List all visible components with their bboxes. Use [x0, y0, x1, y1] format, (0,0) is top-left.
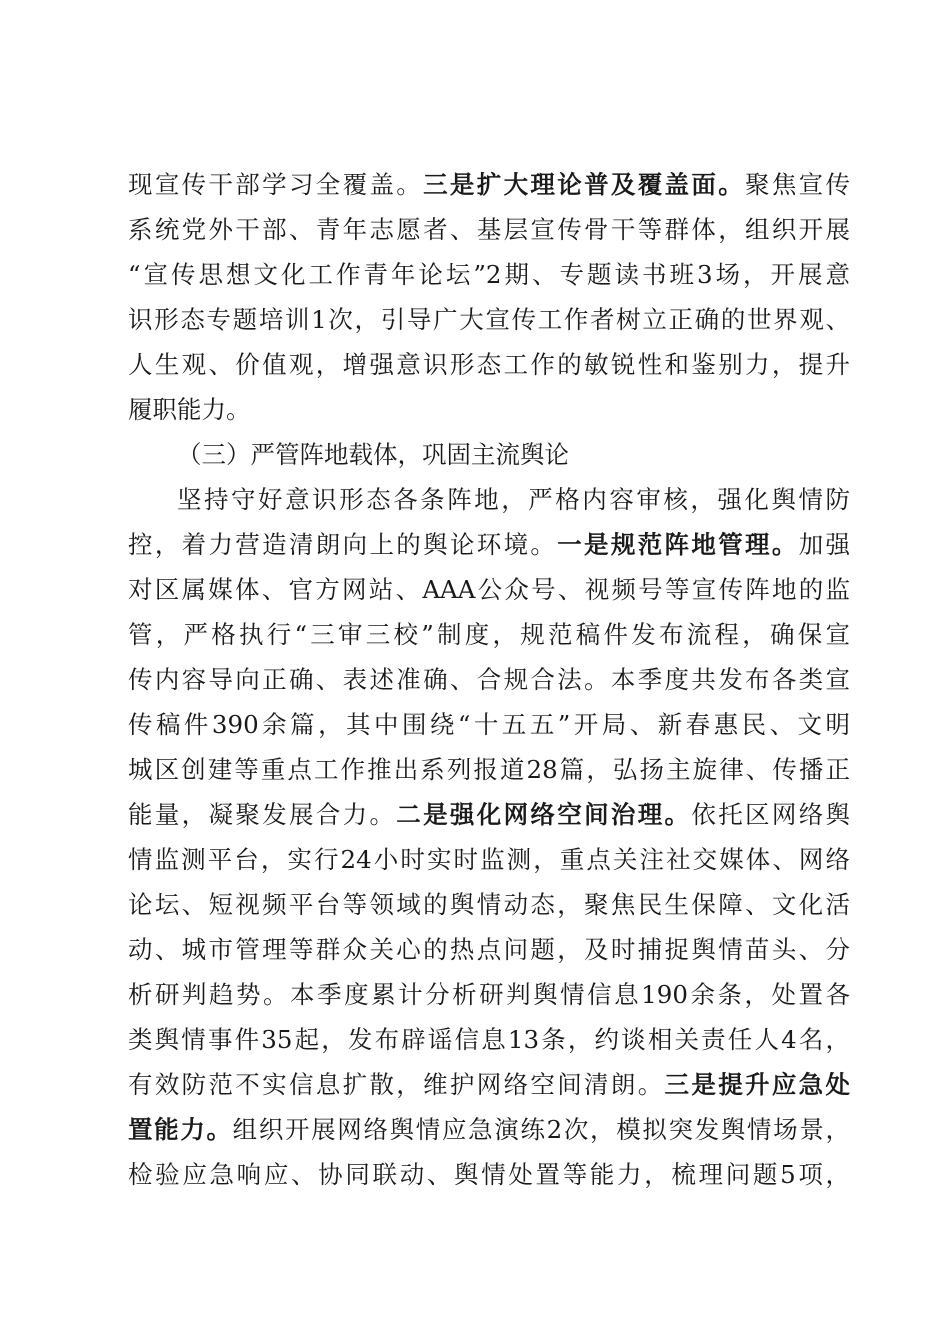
paragraph-line [128, 972, 850, 1017]
text-run: 管，严格执行“三审三校”制度，规范稿件发布流程，确保宣 [128, 620, 850, 649]
text-run: 现宣传干部学习全覆盖。 [128, 170, 424, 199]
paragraph-line [128, 297, 850, 342]
paragraph-line [128, 747, 850, 792]
paragraph-line [128, 207, 850, 252]
document-body [128, 162, 850, 1197]
paragraph-line [128, 477, 850, 522]
text-run: 人生观、价值观，增强意识形态工作的敏锐性和鉴别力，提升 [128, 350, 850, 379]
paragraph-line [128, 1062, 850, 1107]
paragraph-line [128, 1017, 850, 1062]
bold-phrase: 一是规范阵地管理。 [557, 530, 799, 559]
paragraph-line [128, 882, 850, 927]
bold-phrase: 三是扩大理论普及覆盖面。 [423, 170, 746, 199]
text-run: 组织开展网络舆情应急演练2次，模拟突发舆情场景， [232, 1115, 850, 1144]
text-run: 检验应急响应、协同联动、舆情处置等能力，梳理问题5项， [128, 1160, 850, 1189]
paragraph-line [128, 162, 850, 207]
text-run: 系统党外干部、青年志愿者、基层宣传骨干等群体，组织开展 [128, 215, 850, 244]
text-run: 城区创建等重点工作推出系列报道28篇，弘扬主旋律、传播正 [128, 755, 850, 784]
text-run: 论坛、短视频平台等领域的舆情动态，聚焦民生保障、文化活 [128, 890, 850, 919]
paragraph-line [128, 792, 850, 837]
text-run: 控，着力营造清朗向上的舆论环境。 [128, 530, 558, 559]
bold-phrase: 置能力。 [128, 1115, 233, 1144]
text-run: 能量，凝聚发展合力。 [128, 800, 397, 829]
paragraph-line [128, 1107, 850, 1152]
text-run: 有效防范不实信息扩散，维护网络空间清朗。 [128, 1070, 665, 1099]
paragraph-line [128, 522, 850, 567]
paragraph-line [128, 387, 850, 432]
text-run: 识形态专题培训1次，引导广大宣传工作者树立正确的世界观、 [128, 305, 850, 334]
section-heading [128, 432, 850, 477]
bold-phrase: 三是提升应急处 [664, 1070, 851, 1099]
text-run: （三）严管阵地载体，巩固主流舆论 [177, 440, 569, 469]
paragraph-line [128, 567, 850, 612]
text-run: 对区属媒体、官方网站、AAA公众号、视频号等宣传阵地的监 [128, 575, 850, 604]
paragraph-line [128, 702, 850, 747]
text-run: 依托区网络舆 [691, 800, 851, 829]
paragraph-line [128, 342, 850, 387]
text-run: 履职能力。 [128, 395, 251, 424]
text-run: 传稿件390余篇，其中围绕“十五五”开局、新春惠民、文明 [128, 710, 850, 739]
bold-phrase: 二是强化网络空间治理。 [396, 800, 692, 829]
text-run: 析研判趋势。本季度累计分析研判舆情信息190余条，处置各 [128, 980, 850, 1009]
paragraph-line [128, 612, 850, 657]
paragraph-line [128, 657, 850, 702]
text-run: 情监测平台，实行24小时实时监测，重点关注社交媒体、网络 [128, 845, 850, 874]
paragraph-line [128, 1152, 850, 1197]
paragraph-line [128, 927, 850, 972]
text-run: 加强 [798, 530, 851, 559]
text-run: 聚焦宣传 [745, 170, 851, 199]
text-run: 动、城市管理等群众关心的热点问题，及时捕捉舆情苗头、分 [128, 935, 850, 964]
paragraph-line [128, 252, 850, 297]
paragraph-line [128, 837, 850, 882]
text-run: 传内容导向正确、表述准确、合规合法。本季度共发布各类宣 [128, 665, 850, 694]
text-run: 类舆情事件35起，发布辟谣信息13条，约谈相关责任人4名， [128, 1025, 850, 1054]
text-run: 坚持守好意识形态各条阵地，严格内容审核，强化舆情防 [177, 485, 850, 514]
text-run: “宣传思想文化工作青年论坛”2期、专题读书班3场，开展意 [128, 260, 850, 289]
